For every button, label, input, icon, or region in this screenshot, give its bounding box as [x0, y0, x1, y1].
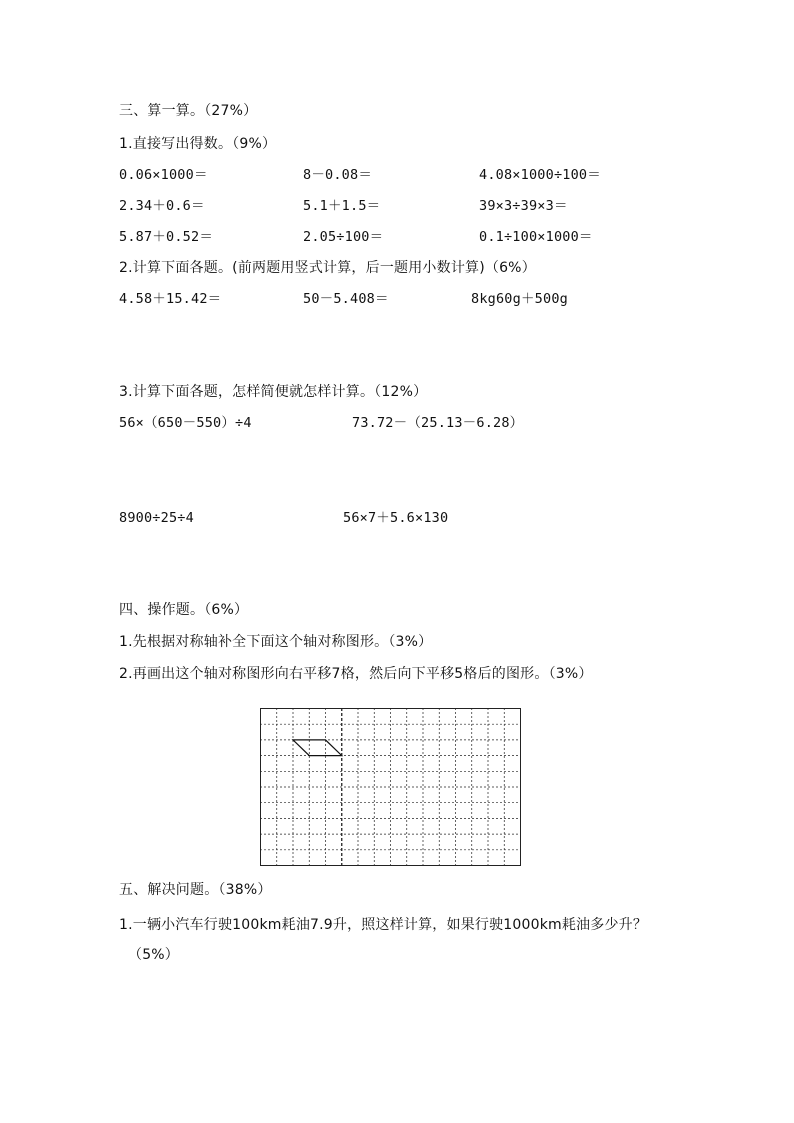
simplify-calc-item: 56×7＋5.6×130: [343, 510, 449, 526]
q4-1-text: 1.先根据对称轴补全下面这个轴对称图形。（3%）: [119, 634, 433, 650]
q3-1-title: 1.直接写出得数。（9%）: [119, 136, 277, 152]
q3-2-title: 2.计算下面各题。(前两题用竖式计算，后一题用小数计算)（6%）: [119, 260, 536, 276]
simplify-calc-item: 73.72－（25.13－6.28）: [352, 415, 524, 431]
mental-calc-item: 5.1＋1.5＝: [303, 198, 381, 214]
section-4-title: 四、操作题。（6%）: [119, 602, 249, 618]
q5-1-score: （5%）: [128, 947, 180, 963]
mental-calc-item: 0.1÷100×1000＝: [479, 229, 593, 245]
section-3-title: 三、算一算。（27%）: [119, 103, 258, 119]
mental-calc-item: 4.08×1000÷100＝: [479, 167, 601, 183]
grid-figure: [260, 708, 521, 866]
vertical-calc-item: 50－5.408＝: [303, 291, 389, 307]
mental-calc-item: 5.87＋0.52＝: [119, 229, 214, 245]
mental-calc-item: 0.06×1000＝: [119, 167, 208, 183]
q4-2-text: 2.再画出这个轴对称图形向右平移7格，然后向下平移5格后的图形。（3%）: [119, 666, 593, 682]
mental-calc-item: 8－0.08＝: [303, 167, 373, 183]
mental-calc-item: 2.34＋0.6＝: [119, 198, 205, 214]
vertical-calc-item: 8kg60g＋500g: [471, 291, 568, 307]
simplify-calc-item: 56×（650－550）÷4: [119, 415, 252, 431]
square-grid: [260, 708, 521, 866]
parallelogram-shape: [293, 740, 342, 756]
section-5-title: 五、解决问题。（38%）: [119, 882, 272, 898]
simplify-calc-item: 8900÷25÷4: [119, 510, 194, 526]
q3-3-title: 3.计算下面各题，怎样简便就怎样计算。（12%）: [119, 384, 428, 400]
mental-calc-item: 2.05÷100＝: [303, 229, 384, 245]
mental-calc-item: 39×3÷39×3＝: [479, 198, 568, 214]
vertical-calc-item: 4.58＋15.42＝: [119, 291, 222, 307]
q5-1-text: 1.一辆小汽车行驶100km耗油7.9升，照这样计算，如果行驶1000km耗油多少升？: [119, 917, 648, 933]
